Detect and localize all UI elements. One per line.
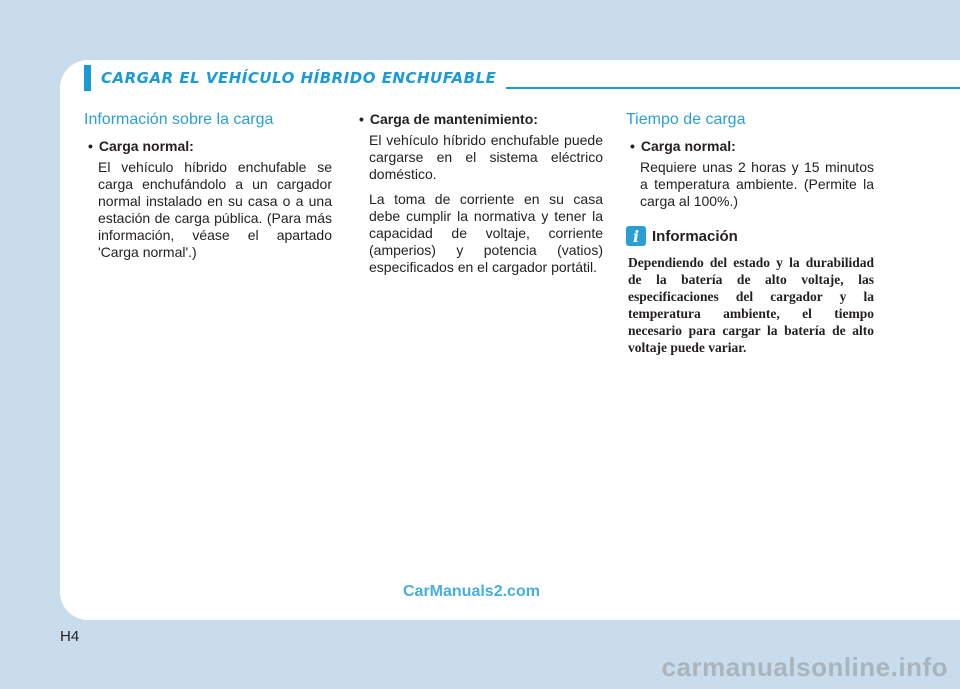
- header-rule: [506, 87, 960, 89]
- info-box-title: [626, 226, 874, 246]
- column-2: [355, 108, 603, 284]
- bullet-maintenance-charge: [355, 111, 603, 128]
- column-3: [626, 108, 874, 356]
- bullet-label: Carga normal:: [640, 138, 736, 154]
- info-text: Dependiendo del estado y la durabilidad de la batería de alto voltaje, las especificaciones del cargador y la temperatura ambiente, el tiempo necesario para cargar la batería de alto voltaje puede variar.: [628, 255, 874, 355]
- bullet-dot: •: [88, 138, 93, 154]
- bullet-label: Carga normal:: [98, 138, 194, 154]
- column-1: [84, 108, 332, 269]
- heading-charge-time: Tiempo de carga: [626, 111, 746, 128]
- paragraph-maintenance-1: El vehículo híbrido enchufable puede cargarse en el sistema eléctrico doméstico.: [369, 132, 603, 182]
- page-number: H4: [60, 628, 80, 645]
- bullet-label: Carga de mantenimiento:: [369, 111, 538, 127]
- info-icon: i: [626, 226, 646, 246]
- page-title: CARGAR EL VEHÍCULO HÍBRIDO ENCHUFABLE: [101, 69, 497, 87]
- info-label: Información: [652, 227, 738, 245]
- section-header: [84, 65, 960, 91]
- header-accent-bar: [84, 65, 91, 91]
- footer-watermark: carmanualsonline.info: [661, 652, 948, 682]
- heading-charging-info: Información sobre la carga: [84, 111, 274, 128]
- bullet-dot: •: [630, 138, 635, 154]
- bullet-normal-charge: [84, 138, 332, 155]
- paragraph-maintenance-2: La toma de corriente en su casa debe cumplir la normativa y tener la capacidad de voltaje, corriente (amperios) y potencia (vatios) especificados en el cargador portátil.: [369, 191, 603, 275]
- bullet-dot: •: [359, 111, 364, 127]
- paragraph-charge-time: Requiere unas 2 horas y 15 minutos a temperatura ambiente. (Permite la carga al 100%.): [640, 159, 874, 209]
- paragraph-normal-charge: El vehículo híbrido enchufable se carga enchufándolo a un cargador normal instalado en su casa o a una estación de carga pública. (Para más información, véase el apartado 'Carga normal'.): [98, 159, 332, 260]
- watermark-link[interactable]: CarManuals2.com: [403, 583, 540, 600]
- bullet-normal-charge-time: [626, 138, 874, 155]
